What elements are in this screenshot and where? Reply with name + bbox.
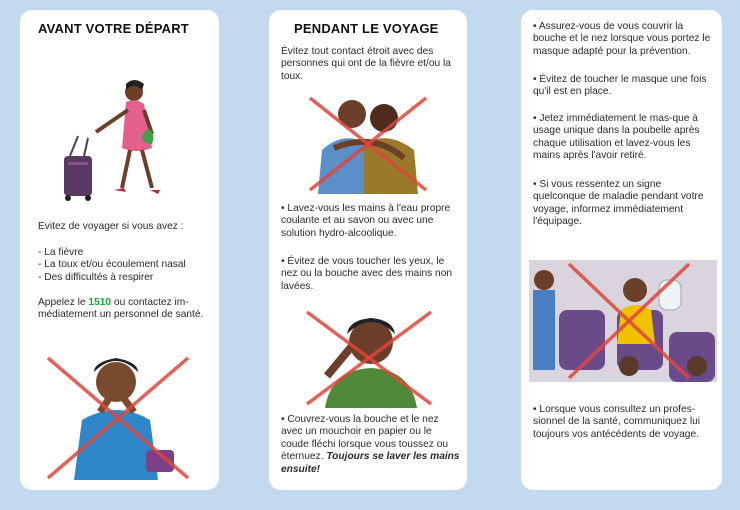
tip-travel-history: • Lorsque vous consultez un profes-sionnel de la santé, communiquez lui toujours vos antécédents de voyage. (533, 404, 701, 440)
panel-before-departure (20, 10, 219, 490)
tip-wash-hands: • Lavez-vous les mains à l'eau propre coulante et au savon ou avec une solution hydro-alcoolique. (281, 203, 451, 239)
tip-wear-mask: • Assurez-vous de vous couvrir la bouche et le nez lorsque vous portez le masque adapté pour la prévention. (533, 21, 711, 57)
coughing-person-illustration (42, 350, 192, 482)
tip-cover-cough: • Couvrez-vous la bouche et le nez avec un mouchoir en papier ou le coude fléchi lorsque vous toussez ou éternuez. Toujours se laver les mains ensuite! (281, 414, 460, 475)
touching-face-illustration (301, 306, 437, 408)
symptoms-intro: Evitez de voyager si vous avez : (38, 221, 184, 232)
airplane-cabin-illustration (529, 260, 717, 382)
list-item: - Des difficultés à respirer (38, 271, 154, 283)
panel-title: PENDANT LE VOYAGE (294, 21, 439, 36)
symptoms-list (38, 247, 186, 284)
list-item: - La fièvre (38, 247, 84, 258)
panel-mask-advice (521, 10, 722, 490)
list-item: - La toux et/ou écoulement nasal (38, 259, 186, 271)
emergency-call-text: Appelez le 1510 ou contactez im-médiatement un personnel de santé. (38, 297, 204, 321)
traveler-illustration (56, 70, 176, 208)
tip-avoid-contact: Évitez tout contact étroit avec des personnes qui ont de la fièvre et/ou la toux. (281, 46, 451, 82)
hugging-people-illustration (304, 92, 432, 194)
tip-avoid-face: • Évitez de vous toucher les yeux, le nez ou la bouche avec des mains non lavées. (281, 256, 453, 292)
tip-inform-crew: • Si vous ressentez un signe quelconque de maladie pendant votre voyage, informez immédiatement l'équipage. (533, 179, 704, 228)
panel-title: AVANT VOTRE DÉPART (38, 21, 189, 36)
panel-during-travel (269, 10, 467, 490)
emergency-number: 1510 (88, 297, 112, 308)
tip-dont-touch-mask: • Évitez de toucher le masque une fois qu'il est en place. (533, 74, 707, 98)
wash-hands-emphasis: Toujours se laver les mains ensuite! (281, 451, 460, 475)
tip-discard-mask: • Jetez immédiatement le mas-que à usage unique dans la poubelle après chaque utilisation et lavez-vous les mains après l'avoir retiré. (533, 113, 700, 162)
